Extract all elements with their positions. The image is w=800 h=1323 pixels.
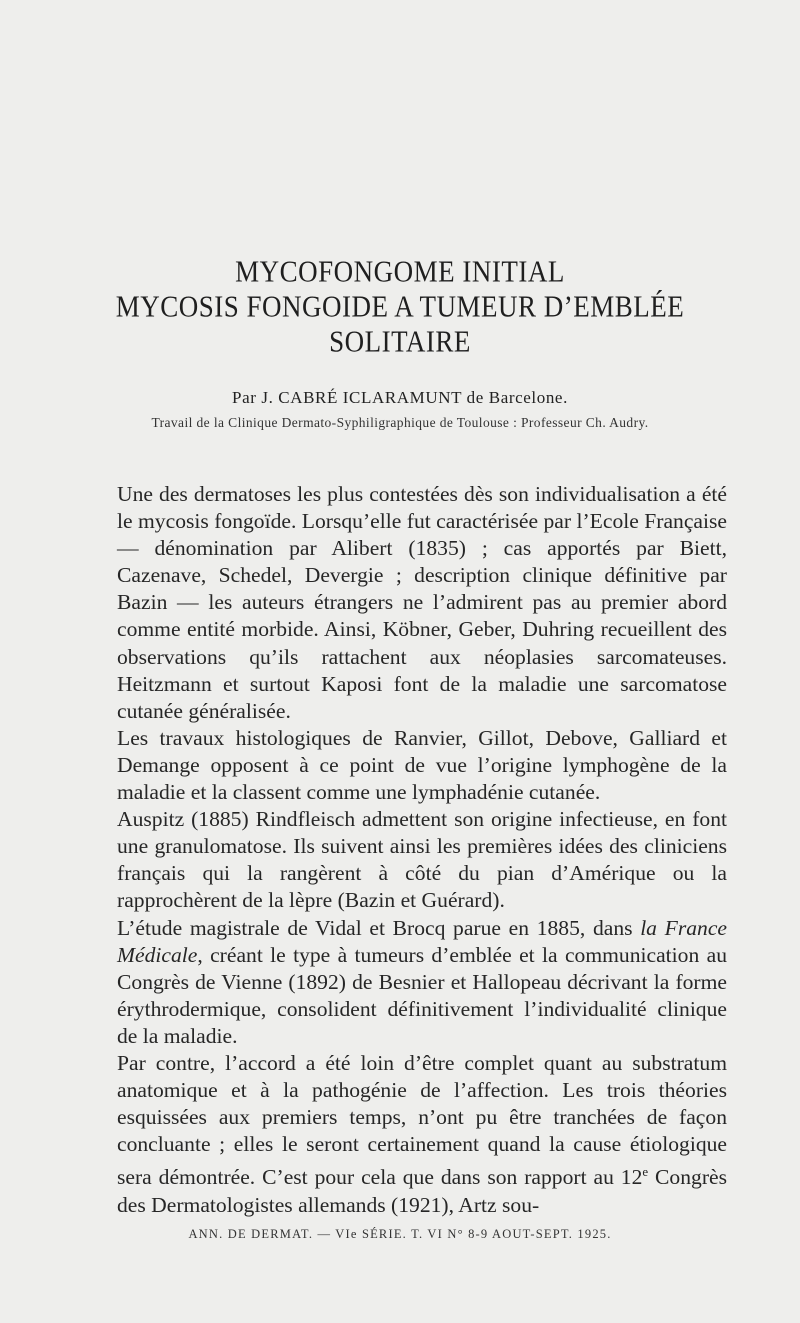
paragraph-3-text: Auspitz (1885) Rindfleisch admettent son origine infectieuse, en font une granulomatose. Ils suivent ainsi les premières idées des cliniciens français qui la rangèrent à côté du pian d’Amérique ou la rapprochèrent de la lèpre (Bazin et Guérard). — [117, 807, 727, 913]
article-body — [117, 481, 727, 1219]
paragraph-2-text: Les travaux histologiques de Ranvier, Gillot, Debove, Galliard et Demange opposent à ce point de vue l’origine lymphogène de la maladie et la classent comme une lymphadénie cutanée. — [117, 725, 727, 805]
ordinal-superscript: e — [642, 1164, 649, 1180]
paragraph-4 — [117, 915, 727, 1050]
paragraph-1-text: Une des dermatoses les plus contestées dès son individualisation a été le mycosis fongoïde. Lorsqu’elle fut caractérisée par l’Ecole Française — dénomination par Alibert (1835) ; cas apportés par Biett, Cazenave, Schedel, Devergie ; description clinique définitive par Bazin — les auteurs étrangers ne l’admirent pas au premier abord comme entité morbide. Ainsi, Köbner, Geber, Duhring recueillent des observations qu’ils rattachent aux néoplasies sarcomateuses. Heitzmann et surtout Kaposi font de la maladie une sarcomatose cutanée généralisée. — [117, 482, 727, 723]
journal-footer: ANN. DE DERMAT. — VIe SÉRIE. T. VI N° 8-9 AOUT-SEPT. 1925. — [188, 1227, 612, 1241]
author-affiliation: Travail de la Clinique Dermato-Syphiligraphique de Toulouse : Professeur Ch. Audry. — [151, 415, 649, 430]
paragraph-4-text-end: , créant le type à tumeurs d’emblée et la communication au Congrès de Vienne (1892) de Besnier et Hallopeau décrivant la forme érythrodermique, consolident définitivement l’individualité clinique de la maladie. — [117, 942, 727, 1048]
paragraph-5-text-end: Congrès des Dermatologistes allemands (1921), Artz sou- — [117, 1165, 728, 1217]
paragraph-1 — [117, 481, 727, 725]
journal-title-italic: la France Médicale — [117, 915, 727, 967]
paragraph-2 — [117, 725, 727, 806]
author-byline: Par J. CABRÉ ICLARAMUNT de Barcelone. — [232, 388, 568, 407]
paragraph-4-text-start: L’étude magistrale de Vidal et Brocq parue en 1885, dans — [117, 915, 641, 940]
paragraph-5-text: Par contre, l’accord a été loin d’être complet quant au substratum anatomique et à la pathogénie de l’affection. Les trois théories esquissées aux premiers temps, n’ont pu être tranchées de façon concluante ; elles le seront certainement quand la cause étiologique sera démontrée. C’est pour cela que dans son rapport au 12 — [117, 1050, 727, 1190]
article-title-line-3: SOLITAIRE — [329, 324, 471, 359]
paragraph-5 — [117, 1050, 727, 1219]
article-title-line-2: MYCOSIS FONGOIDE A TUMEUR D’EMBLÉE — [115, 289, 685, 324]
paragraph-3 — [117, 806, 727, 914]
article-title-line-1: MYCOFONGOME INITIAL — [235, 254, 565, 289]
